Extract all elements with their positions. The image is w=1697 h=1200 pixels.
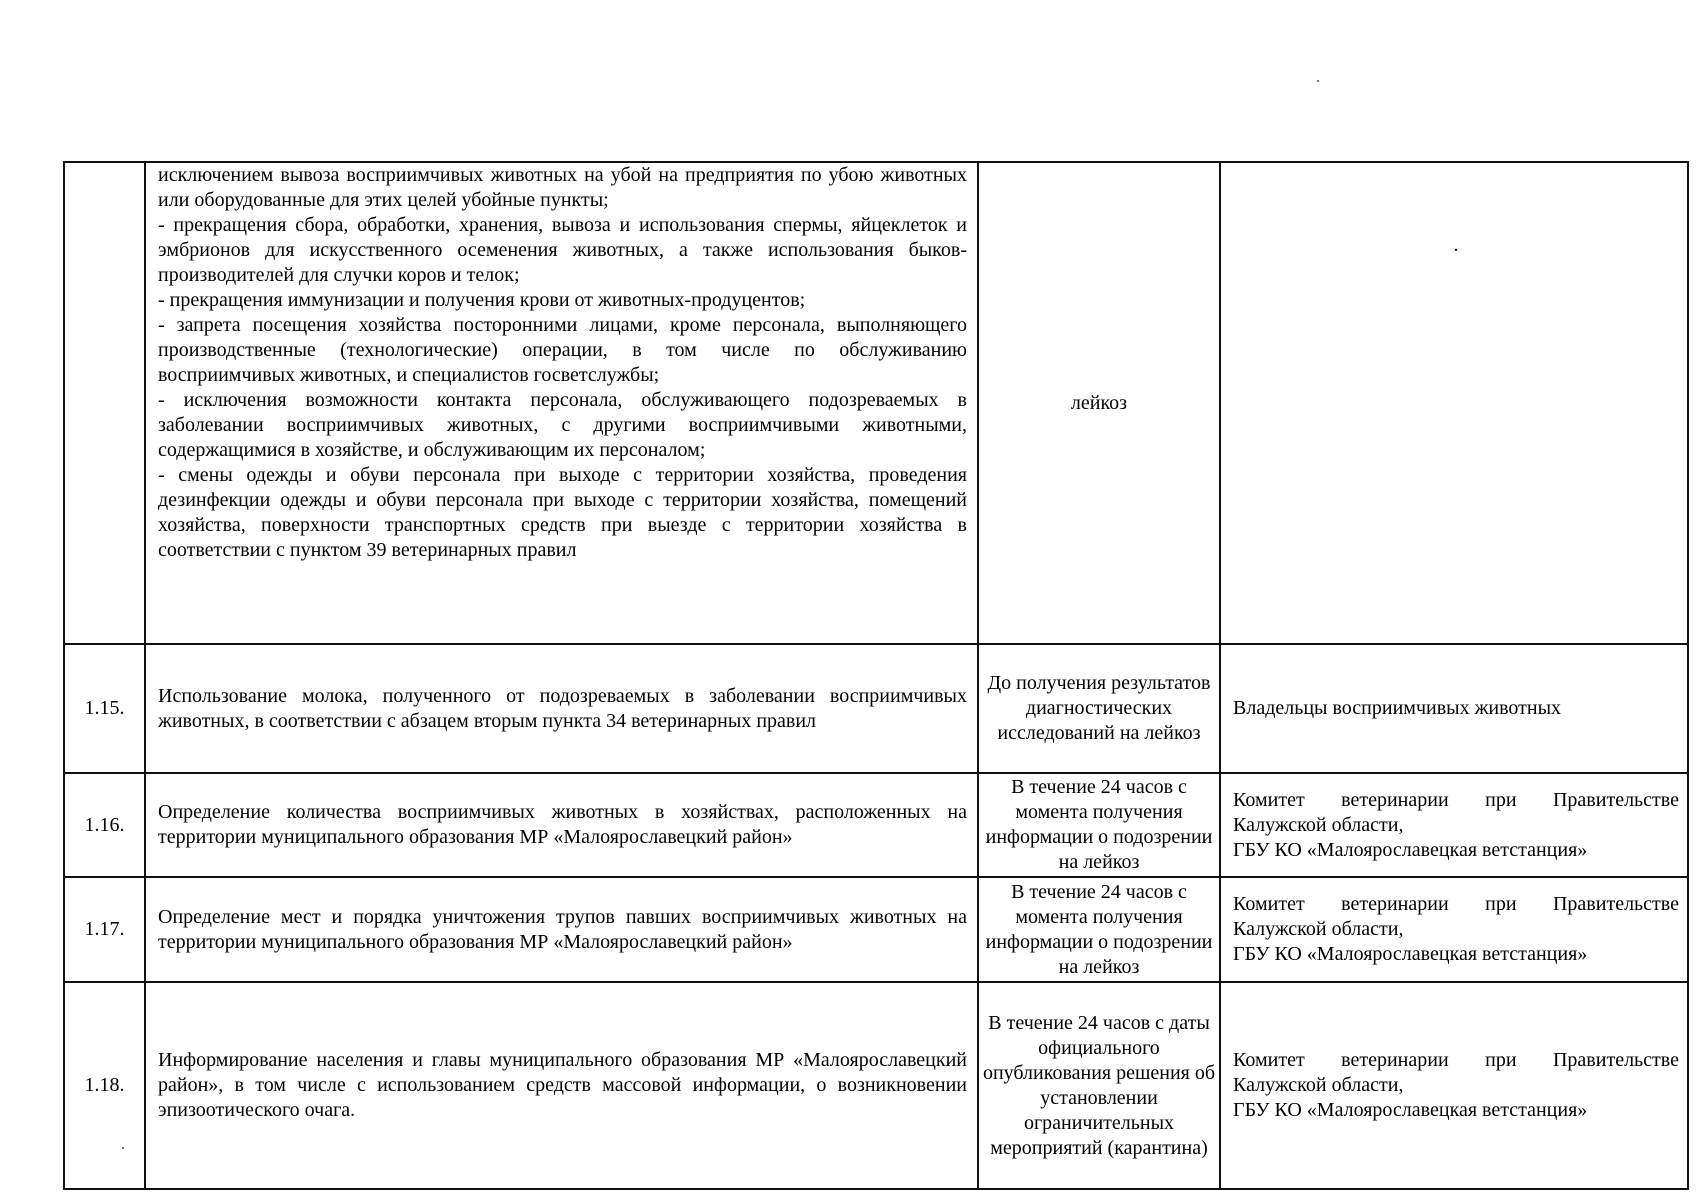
responsible-cell xyxy=(1220,877,1688,982)
measure-line: - прекращения сбора, обработки, хранения, вывоза и использования спермы, яйцеклеток и эмбрионов для искусственного осеменения животных, а также использования быков-производителей для случки коров и телок; xyxy=(158,214,967,286)
row-number-cell: 1.15. xyxy=(64,644,145,773)
responsible-line: ГБУ КО «Малоярославецкая ветстанция» xyxy=(1233,1099,1588,1121)
row-number-cell xyxy=(64,162,145,644)
row-number-cell: 1.18. xyxy=(64,982,145,1189)
measure-line: - смены одежды и обуви персонала при выходе с территории хозяйства, проведения дезинфекции одежды и обуви персонала при выходе с территории хозяйства, помещений хозяйства, поверхности транспортных средств при выезде с территории хозяйства в соответствии с пунктом 39 ветеринарных правил xyxy=(158,464,967,561)
table-row-1-16 xyxy=(64,773,1688,877)
measures-table xyxy=(63,161,1689,1190)
measure-cell: Определение мест и порядка уничтожения трупов павших восприимчивых животных на территории муниципального образования МР «Малоярославецкий район» xyxy=(145,877,978,982)
term-cell: В течение 24 часов с даты официального опубликования решения об установлении ограничительных мероприятий (карантина) xyxy=(978,982,1220,1189)
table-row-1-17 xyxy=(64,877,1688,982)
measure-cell xyxy=(145,162,978,644)
term-cell: До получения результатов диагностических исследований на лейкоз xyxy=(978,644,1220,773)
measure-line: - исключения возможности контакта персонала, обслуживающего подозреваемых в заболевании восприимчивых животных, с другими восприимчивыми животными, содержащимися в хозяйстве, и обслуживающим их персоналом; xyxy=(158,389,967,461)
table-row-1-18 xyxy=(64,982,1688,1189)
measure-line: - прекращения иммунизации и получения крови от животных-продуцентов; xyxy=(158,289,806,311)
row-number-cell: 1.17. xyxy=(64,877,145,982)
responsible-line: ГБУ КО «Малоярославецкая ветстанция» xyxy=(1233,838,1588,861)
measure-cell: Информирование населения и главы муниципального образования МР «Малоярославецкий район», в том числе с использованием средств массовой информации, о возникновении эпизоотического очага. xyxy=(145,982,978,1189)
responsible-line: Комитет ветеринарии при Правительстве Калужской области, xyxy=(1233,1049,1679,1096)
term-cell: лейкоз xyxy=(978,162,1220,644)
term-cell: В течение 24 часов с момента получения информации о подозрении на лейкоз xyxy=(978,773,1220,877)
responsible-cell: Владельцы восприимчивых животных xyxy=(1220,644,1688,773)
responsible-line: Комитет ветеринарии при Правительстве Калужской области, xyxy=(1233,893,1679,940)
responsible-line: ГБУ КО «Малоярославецкая ветстанция» xyxy=(1233,943,1588,965)
row-number-cell: 1.16. xyxy=(64,773,145,877)
responsible-line: Комитет ветеринарии при Правительстве Калужской области, xyxy=(1233,788,1679,836)
responsible-cell: . xyxy=(1220,162,1688,644)
measure-cell: Использование молока, полученного от подозреваемых в заболевании восприимчивых животных, в соответствии с абзацем вторым пункта 34 ветеринарных правил xyxy=(145,644,978,773)
responsible-cell xyxy=(1220,982,1688,1189)
scan-speck xyxy=(1317,80,1319,82)
table-row-continuation xyxy=(64,162,1688,644)
term-cell: В течение 24 часов с момента получения информации о подозрении на лейкоз xyxy=(978,877,1220,982)
measure-line: - запрета посещения хозяйства посторонними лицами, кроме персонала, выполняющего производственные (технологические) операции, в том числе по обслуживанию восприимчивых животных, и специалистов госветслужбы; xyxy=(158,314,967,386)
measure-cell: Определение количества восприимчивых животных в хозяйствах, расположенных на территории муниципального образования МР «Малоярославецкий район» xyxy=(145,773,978,877)
table-row-1-15 xyxy=(64,644,1688,773)
measure-line: исключением вывоза восприимчивых животных на убой на предприятия по убою животных или оборудованные для этих целей убойные пункты; xyxy=(158,164,967,211)
responsible-cell xyxy=(1220,773,1688,877)
